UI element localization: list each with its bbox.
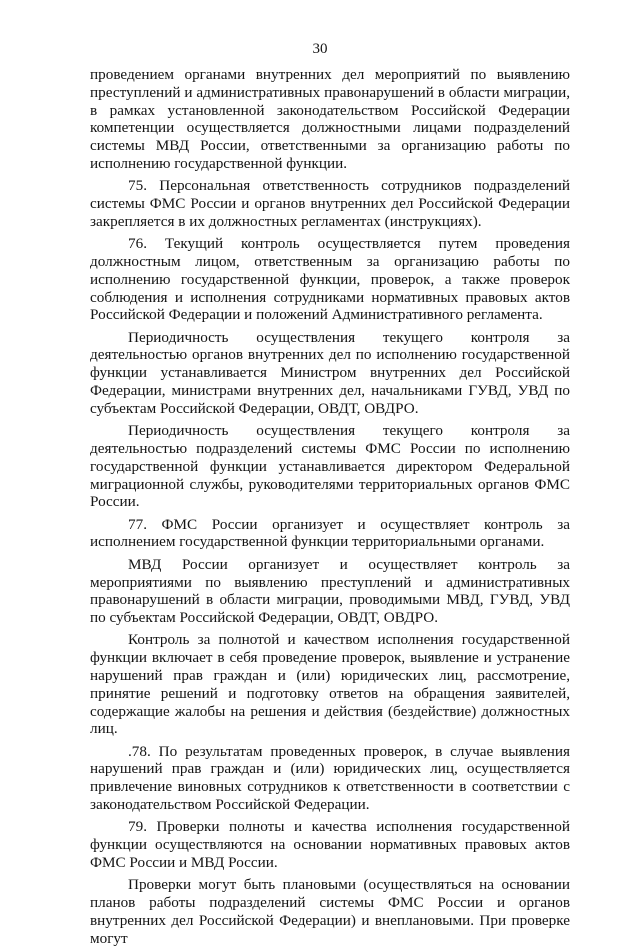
page-number: 30 [312,41,328,57]
paragraph-control-quality: Контроль за полнотой и качеством исполнения государственной функции включает в себя проведение проверок, выявление и устранение нарушений прав граждан и (или) юридических лиц, рассмотрение, принятие решений и подготовку ответов на обращения заявителей, содержащие жалобы на решения и действия (бездействие) должностных лиц. [90,631,570,738]
paragraph-continuation: проведением органами внутренних дел мероприятий по выявлению преступлений и административных правонарушений в области миграции, в рамках установленной законодательством Российской Федерации компетенции осуществляется должностными лицами подразделений системы МВД России, ответственными за организацию работы по исполнению государственной функции. [90,66,570,172]
paragraph-periodicity-mvd: Периодичность осуществления текущего контроля за деятельностью органов внутренних дел по исполнению государственной функции устанавливается Министром внутренних дел Российской Федерации, министрами внутренних дел, начальниками ГУВД, УВД по субъектам Российской Федерации, ОВДТ, ОВДРО. [90,328,570,417]
document-body [90,66,570,952]
paragraph-periodicity-fms: Периодичность осуществления текущего контроля за деятельностью подразделений системы ФМС России по исполнению государственной функции устанавливается директором Федеральной миграционной службы, руководителями территориальных органов ФМС России. [90,422,570,511]
paragraph-75: 75. Персональная ответственность сотрудников подразделений системы ФМС России и органов внутренних дел Российской Федерации закрепляется в их должностных регламентах (инструкциях). [90,177,570,230]
paragraph-79: 79. Проверки полноты и качества исполнения государственной функции осуществляются на основании нормативных правовых актов ФМС России и МВД России. [90,818,570,871]
paragraph-77: 77. ФМС России организует и осуществляет контроль за исполнением государственной функции территориальными органами. [90,515,570,551]
paragraph-inspections: Проверки могут быть плановыми (осуществляться на основании планов работы подразделений системы ФМС России и органов внутренних дел Российской Федерации) и внеплановыми. При проверке могут [90,876,570,947]
paragraph-mvd-control: МВД России организует и осуществляет контроль за мероприятиями по выявлению преступлений и административных правонарушений в области миграции, проводимыми МВД, ГУВД, УВД по субъектам Российской Федерации, ОВДТ, ОВДРО. [90,555,570,627]
paragraph-76: 76. Текущий контроль осуществляется путем проведения должностным лицом, ответственным за организацию работы по исполнению государственной функции, проверок, а также проверок соблюдения и исполнения сотрудниками нормативных правовых актов Российской Федерации и положений Административного регламента. [90,235,570,324]
paragraph-78: .78. По результатам проведенных проверок, в случае выявления нарушений прав граждан и (или) юридических лиц, осуществляется привлечение виновных сотрудников к ответственности в соответствии с законодательством Российской Федерации. [90,742,570,814]
